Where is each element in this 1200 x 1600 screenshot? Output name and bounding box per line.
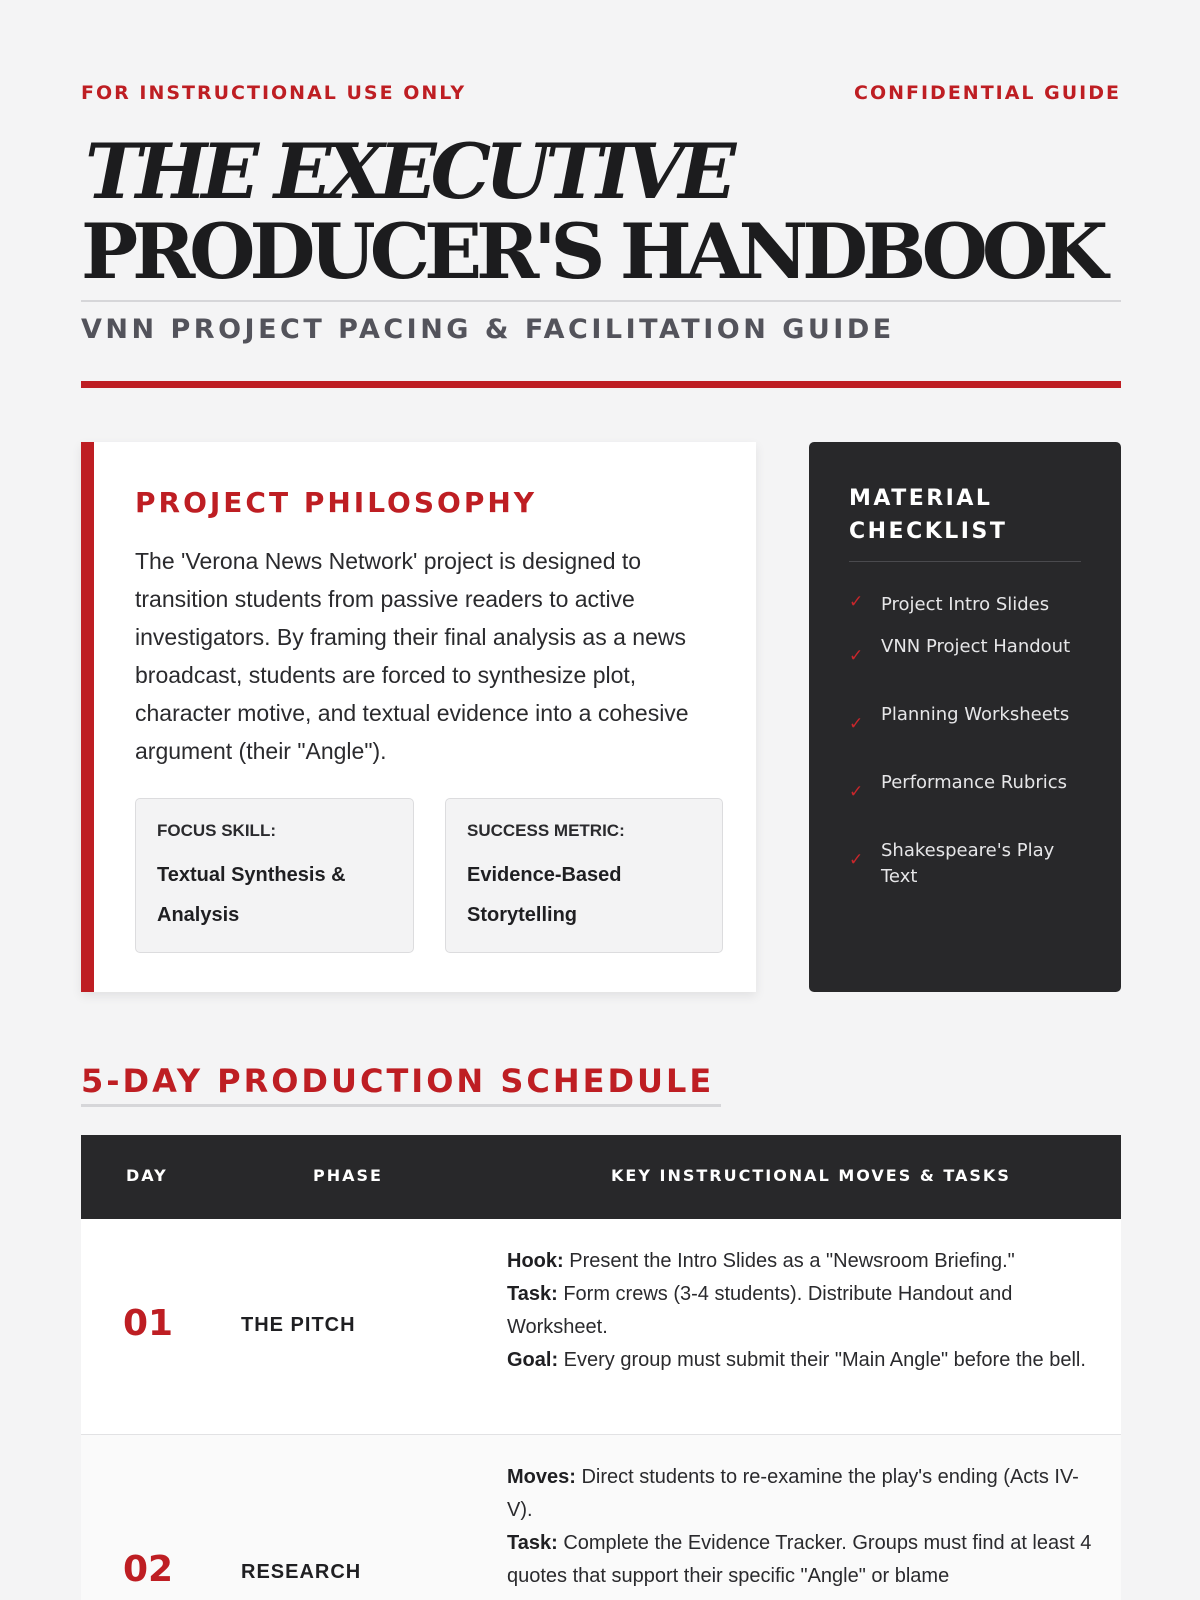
task-line-text: Present the Intro Slides as a "Newsroom Briefing."	[563, 1250, 1015, 1272]
top-tag-bar	[81, 82, 1121, 104]
checkmark-icon: ✓	[849, 850, 864, 869]
task-line-label: Moves:	[507, 1466, 576, 1488]
philosophy-card	[81, 442, 756, 992]
checkmark-icon: ✓	[849, 592, 864, 611]
phase-label: RESEARCH	[241, 1561, 362, 1583]
task-line-text: Direct students to re-examine the play's ending (Acts IV-V).	[507, 1466, 1079, 1521]
task-line	[507, 1527, 1097, 1593]
phase-label: THE PITCH	[241, 1314, 356, 1336]
table-row	[81, 1219, 1121, 1435]
task-line-label: Hook:	[507, 1250, 564, 1272]
task-line-text: Every group must submit their "Main Angle" before the bell.	[558, 1349, 1086, 1371]
title-line-2: PRODUCER'S HANDBOOK	[81, 207, 1103, 296]
task-list	[507, 1245, 1097, 1377]
schedule-title-underline	[81, 1104, 721, 1107]
schedule-title: 5-DAY PRODUCTION SCHEDULE	[81, 1062, 715, 1100]
task-line	[507, 1278, 1097, 1344]
success-metric-label: SUCCESS METRIC:	[467, 821, 625, 840]
philosophy-body: The 'Verona News Network' project is designed to transition students from passive readers to active investigators. By framing their final analysis as a news broadcast, students are forced to synthesize plot, character motive, and textual evidence into a cohesive argument (their "Angle").	[135, 548, 689, 764]
confidential-tag: CONFIDENTIAL GUIDE	[854, 82, 1121, 104]
task-line-label: Task:	[507, 1283, 558, 1305]
checklist-item-label: Performance Rubrics	[881, 772, 1067, 793]
task-list	[507, 1461, 1097, 1593]
success-metric-value: Evidence-Based Storytelling	[467, 864, 622, 926]
schedule-table-header	[81, 1135, 1121, 1219]
header-phase: PHASE	[313, 1166, 383, 1185]
success-metric-box	[445, 798, 723, 953]
checkmark-icon: ✓	[849, 714, 864, 733]
focus-skill-box	[135, 798, 414, 953]
checkmark-icon: ✓	[849, 646, 864, 665]
task-line	[507, 1245, 1097, 1278]
material-checklist-card	[809, 442, 1121, 992]
philosophy-title: PROJECT PHILOSOPHY	[135, 486, 538, 519]
title-divider	[81, 300, 1121, 302]
day-number: 01	[123, 1303, 174, 1344]
title-line-1: THE EXECUTIVE	[85, 127, 731, 216]
checklist-divider	[849, 561, 1081, 562]
checklist-item-label: Shakespeare's Play Text	[881, 840, 1055, 887]
focus-skill-label: FOCUS SKILL:	[157, 821, 276, 840]
checklist-item-label: VNN Project Handout	[881, 636, 1071, 657]
header-tasks: KEY INSTRUCTIONAL MOVES & TASKS	[611, 1166, 1011, 1185]
checkmark-icon: ✓	[849, 782, 864, 801]
day-number: 02	[123, 1549, 174, 1590]
task-line-text: Form crews (3-4 students). Distribute Handout and Worksheet.	[507, 1283, 1013, 1338]
table-row	[81, 1435, 1121, 1600]
checklist-item-label: Planning Worksheets	[881, 704, 1070, 725]
task-line-label: Goal:	[507, 1349, 559, 1371]
checklist-item-label: Project Intro Slides	[881, 594, 1050, 615]
task-line	[507, 1461, 1097, 1527]
checklist-title: MATERIAL CHECKLIST	[849, 486, 1008, 544]
header-day: DAY	[126, 1166, 168, 1185]
task-line	[507, 1344, 1097, 1377]
task-line-label: Task:	[507, 1532, 558, 1554]
task-line-text: Complete the Evidence Tracker. Groups must find at least 4 quotes that support their specific "Angle" or blame	[507, 1532, 1092, 1587]
accent-divider	[81, 381, 1121, 388]
instructional-use-tag: FOR INSTRUCTIONAL USE ONLY	[81, 82, 467, 104]
focus-skill-value: Textual Synthesis & Analysis	[157, 864, 346, 926]
page-subtitle: VNN PROJECT PACING & FACILITATION GUIDE	[81, 314, 895, 345]
